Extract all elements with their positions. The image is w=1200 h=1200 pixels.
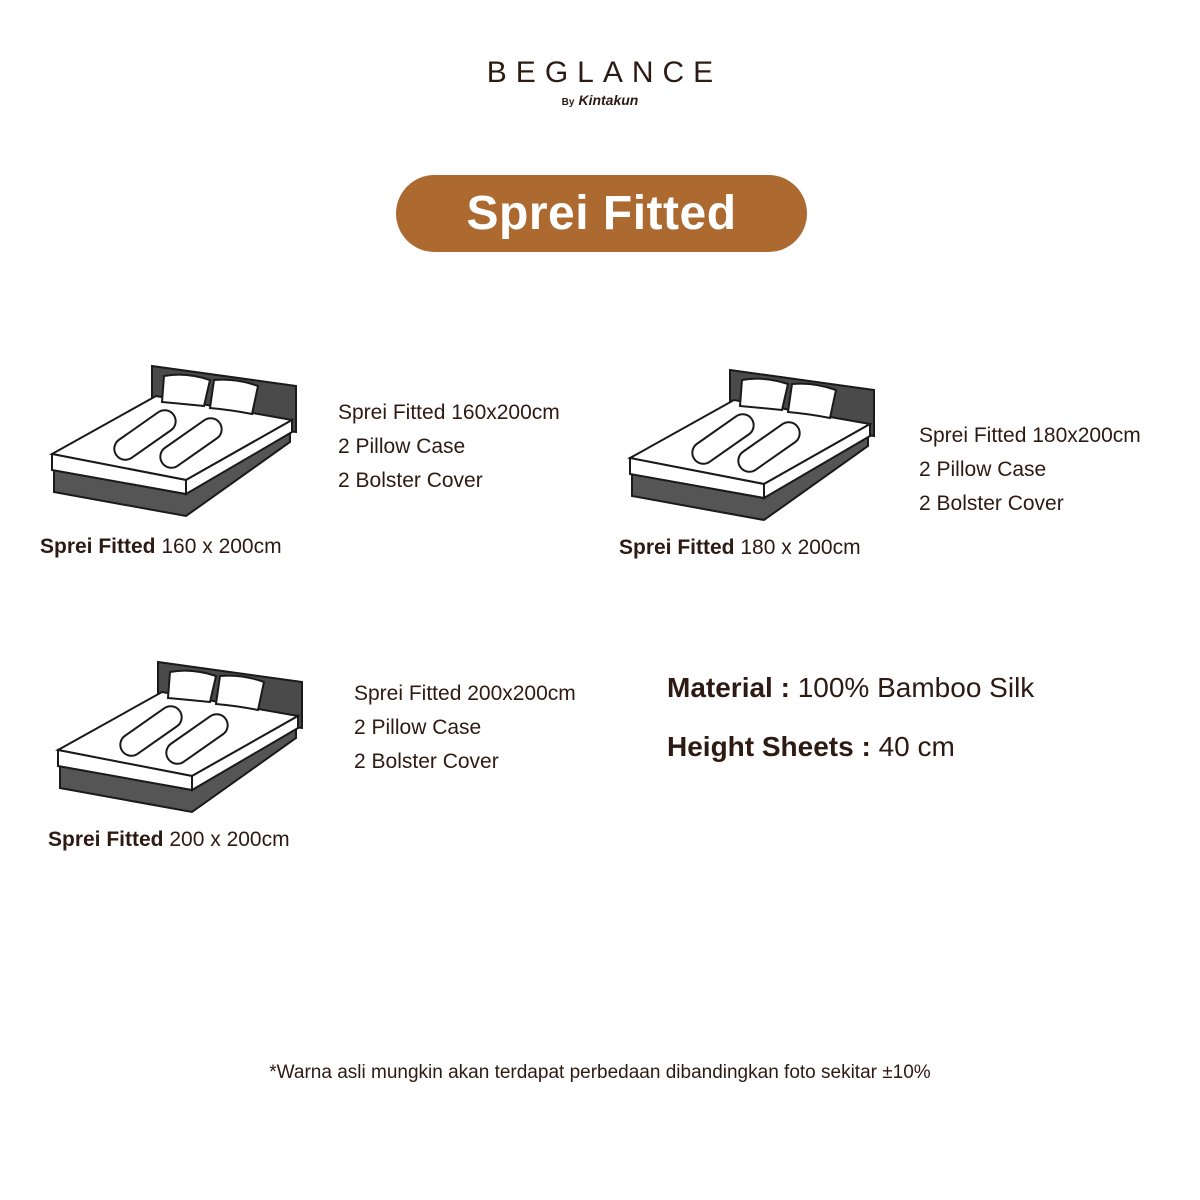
height-spec [667,731,955,763]
caption-bold: Sprei Fitted [48,828,164,851]
caption-2 [619,536,861,560]
spec-list-1 [338,396,560,498]
caption-3 [48,828,290,852]
page-title: Sprei Fitted [466,187,737,240]
caption-size: 200 x 200cm [169,828,290,851]
brand-sub [0,92,1200,108]
spec-line: 2 Pillow Case [338,435,466,458]
caption-size: 180 x 200cm [740,536,861,559]
brand-kintakun: Kintakun [578,92,639,108]
brand-by: By [561,97,575,108]
bed-illustration-3 [52,658,304,816]
caption-size: 160 x 200cm [161,535,282,558]
material-spec [667,672,1034,704]
spec-line: 2 Bolster Cover [338,469,483,492]
spec-list-2 [919,419,1141,521]
height-value: 40 cm [878,731,955,762]
caption-1 [40,535,282,559]
spec-line: 2 Bolster Cover [919,492,1064,515]
material-value: 100% Bamboo Silk [797,672,1035,703]
spec-line: 2 Pillow Case [919,458,1047,481]
spec-line: 2 Pillow Case [354,716,482,739]
bed-illustration-2 [624,366,876,524]
bed-icon [52,658,304,816]
brand-logo [0,56,1200,108]
spec-line: Sprei Fitted 180x200cm [919,424,1141,447]
bed-icon [624,366,876,524]
bed-illustration-1 [46,362,298,520]
bed-icon [46,362,298,520]
material-label: Material : [667,672,790,703]
footnote: *Warna asli mungkin akan terdapat perbedaan dibandingkan foto sekitar ±10% [269,1062,931,1083]
spec-line: 2 Bolster Cover [354,750,499,773]
spec-list-3 [354,677,576,779]
brand-name: BEGLANCE [486,56,723,89]
title-badge [396,175,807,252]
caption-bold: Sprei Fitted [40,535,156,558]
caption-bold: Sprei Fitted [619,536,735,559]
spec-line: Sprei Fitted 200x200cm [354,682,576,705]
spec-line: Sprei Fitted 160x200cm [338,401,560,424]
height-label: Height Sheets : [667,731,871,762]
